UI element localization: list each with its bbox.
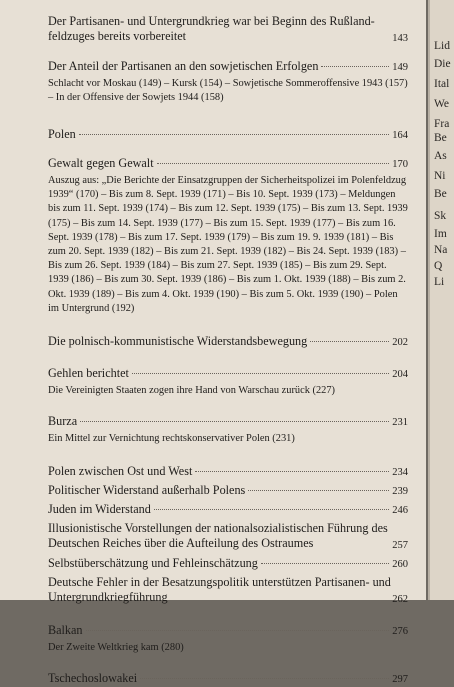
leader-dots (140, 678, 389, 679)
toc-entry (48, 556, 408, 572)
page-number: 297 (392, 674, 408, 686)
toc-entry (48, 59, 408, 105)
toc-entry (48, 623, 408, 655)
page-number: 257 (392, 540, 408, 552)
entry-subsections: Ein Mittel zur Vernichtung rechtskonservativer Polen (231) (48, 433, 295, 445)
entry-subsections: Schlacht vor Moskau (149) – Kursk (154) – Sowjetische Sommeroffensive 1943 (157) – In der Offensive der Sowjets 1944 (158) (48, 78, 408, 103)
adjacent-page-fragment: Q (434, 260, 443, 272)
entry-title: Balkan (48, 623, 83, 638)
adjacent-page-fragment: Im (434, 228, 447, 240)
leader-dots (132, 373, 389, 374)
entry-title-continued: feldzuges bereits vorbereitet (48, 29, 187, 43)
table-of-contents (48, 14, 408, 687)
adjacent-page-fragment: Lid (434, 40, 450, 52)
toc-entry (48, 521, 408, 553)
entry-title-continued: Untergrundkriegführung (48, 590, 168, 605)
page-number: 164 (392, 130, 408, 141)
toc-entry (48, 127, 408, 143)
page-number: 260 (392, 559, 408, 571)
entry-title: Politischer Widerstand außerhalb Polens (48, 483, 246, 498)
entry-title: Illusionistische Vorstellungen der nationalsozialistischen Führung des (48, 521, 388, 536)
entry-title: Gewalt gegen Gewalt (48, 156, 154, 170)
entry-title: Der Partisanen- und Untergrundkrieg war bei Beginn des Rußland- (48, 14, 375, 28)
entry-title: Juden im Widerstand (48, 502, 151, 517)
adjacent-page-edge (428, 0, 454, 600)
adjacent-page-fragment: Li (434, 276, 445, 288)
page-number: 202 (392, 337, 408, 349)
toc-entry (48, 464, 408, 480)
toc-entry (48, 366, 408, 398)
entry-title: Deutsche Fehler in der Besatzungspolitik unterstützen Partisanen- und (48, 575, 391, 590)
entry-title: Der Anteil der Partisanen an den sowjetischen Erfolgen (48, 59, 319, 73)
adjacent-page-fragment: Ni (434, 170, 446, 182)
toc-entry (48, 156, 408, 316)
entry-subsections: Die Vereinigten Staaten zogen ihre Hand von Warschau zurück (227) (48, 385, 336, 397)
toc-entry (48, 483, 408, 499)
page-number: 149 (392, 62, 408, 73)
toc-entry (48, 414, 408, 446)
page-number: 170 (392, 159, 408, 170)
page-number: 262 (392, 594, 408, 606)
leader-dots (195, 471, 389, 472)
entry-title: Polen zwischen Ost und West (48, 464, 193, 479)
page-number: 231 (392, 417, 408, 429)
entry-title: Die polnisch-kommunistische Widerstandsbewegung (48, 334, 308, 349)
leader-dots (261, 563, 389, 564)
adjacent-page-fragment: As (434, 150, 447, 162)
toc-entry (48, 502, 408, 518)
entry-title-continued: Deutschen Reiches über die Aufteilung des Ostraumes (48, 536, 314, 551)
leader-dots (79, 134, 389, 135)
entry-title: Gehlen berichtet (48, 366, 129, 381)
page-number: 276 (392, 626, 408, 638)
leader-dots (154, 509, 389, 510)
entry-title: Burza (48, 414, 78, 429)
adjacent-page-fragment: Ital (434, 78, 450, 90)
adjacent-page-fragment: Be (434, 188, 447, 200)
toc-entry (48, 334, 408, 350)
adjacent-page-fragment: Die (434, 58, 451, 70)
page-number: 204 (392, 369, 408, 381)
adjacent-page-fragment: Na (434, 244, 448, 256)
page-number: 143 (392, 33, 408, 44)
page-number: 239 (392, 486, 408, 498)
entry-title: Polen (48, 127, 76, 141)
leader-dots (321, 66, 389, 67)
adjacent-page-fragment: Fra (434, 118, 450, 130)
adjacent-page-fragment: Be (434, 132, 447, 144)
adjacent-page-fragment: Sk (434, 210, 447, 222)
entry-subsections: Der Zweite Weltkrieg kam (280) (48, 642, 184, 654)
entry-subsections: Auszug aus: „Die Berichte der Einsatzgruppen der Sicherheitspolizei im Polenfeldzug 1939“ (170) – Bis zum 8. Sept. 1939 (171) – Bis 10. Sept. 1939 (173) – Meldungen bis zum 11. Sept. 1939 (174) – Bis zum 12. Sept. 1939 (175) – Bis zum 13. Sept. 1939 (175) – Bis zum 14. Sept. 1939 (177) – Bis zum 15. Sept. 1939 (177) – Bis zum 16. Sept. 1939 (178) – Bis zum 17. Sept. 1939 (179) – Bis zum 19. 9. 1939 (181) – Bis zum 20. Sept. 1939 (182) – Bis zum 21. Sept. 1939 (182) – Bis 24. Sept. 1939 (183) – Bis zum 26. Sept. 1939 (184) – Bis zum 27. Sept. 1939 (185) – Bis zum 29. Sept. 1939 (186) – Bis zum 30. Sept. 1939 (186) – Bis zum 1. Okt. 1939 (188) – Bis zum 2. Okt. 1939 (189) – Bis zum 4. Okt. 1939 (190) – Bis zum 5. Okt. 1939 (190) – Polen im Untergrund (192) (48, 175, 408, 314)
toc-entry (48, 575, 408, 607)
entry-title: Tschechoslowakei (48, 671, 138, 686)
toc-entry (48, 14, 408, 46)
leader-dots (310, 341, 389, 342)
adjacent-page-fragment: We (434, 98, 450, 110)
leader-dots (157, 163, 390, 164)
leader-dots (248, 490, 389, 491)
toc-entry (48, 671, 408, 687)
leader-dots (86, 630, 390, 631)
leader-dots (80, 421, 389, 422)
page-number: 246 (392, 505, 408, 517)
entry-title: Selbstüberschätzung und Fehleinschätzung (48, 556, 258, 571)
page-number: 234 (392, 467, 408, 479)
